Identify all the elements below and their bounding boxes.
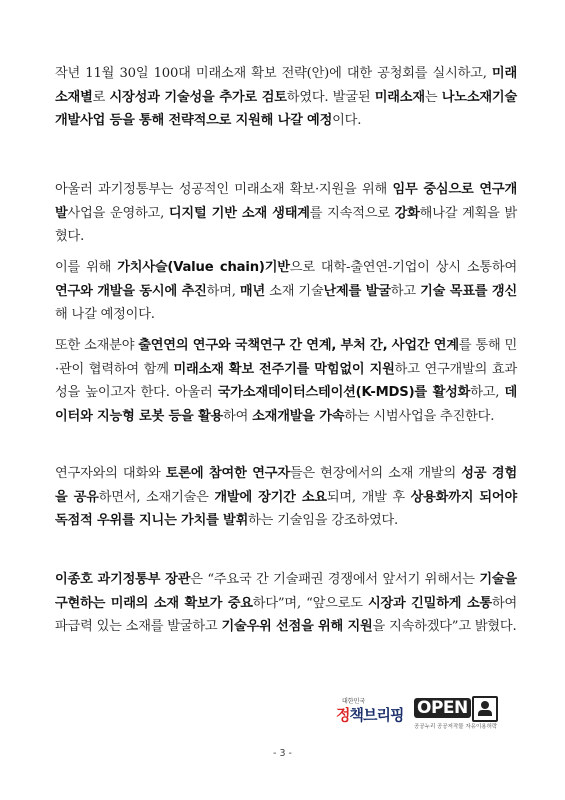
emphasized-text: 연구와 개발을 동시에 추진 — [55, 283, 207, 299]
body-text: 해나갈 계획을 밝혔다. — [55, 205, 517, 244]
body-text: 되며, 개발 후 — [326, 489, 411, 505]
paragraph-3 — [55, 256, 517, 327]
body-text: 하며, — [206, 283, 240, 299]
body-text: 하였다. 발굴된 — [286, 89, 375, 105]
wordmark-part-b: 책브리핑 — [349, 706, 404, 724]
paragraph-1 — [55, 62, 517, 133]
body-text: 하다”며, “앞으로도 — [252, 595, 368, 611]
body-text: 이다. — [332, 113, 362, 128]
emphasized-text: 디지털 기반 소재 생태계 — [168, 205, 310, 221]
policy-briefing-wordmark — [336, 704, 403, 725]
paragraph-4 — [55, 334, 517, 428]
emphasized-text: 데이터와 지능형 로봇 등을 활용 — [55, 385, 518, 424]
body-text: 은 “주요국 간 기술패권 경쟁에서 앞서기 위해서는 — [190, 572, 480, 587]
body-text: 하여 — [223, 408, 253, 424]
emphasized-text: 매년 — [239, 283, 265, 299]
body-text: 해 나갈 예정이다. — [55, 307, 155, 322]
emphasized-text: 임무 중심으로 연구개발 — [55, 182, 517, 221]
emphasized-text: 이종호 과기정통부 장관 — [55, 572, 191, 587]
emphasized-text: 개발에 장기간 소요 — [214, 489, 327, 505]
paragraph-2 — [55, 178, 517, 249]
open-wordmark: OPEN — [414, 698, 471, 718]
page-number: - 3 - — [273, 748, 292, 759]
emphasized-text: 가치사슬(Value chain)기반 — [117, 260, 290, 275]
paragraph-5 — [55, 462, 517, 533]
policy-briefing-logo — [336, 694, 408, 734]
body-text: 사업을 운영하고, — [67, 205, 169, 221]
body-text: 하고 — [390, 283, 421, 299]
body-text: 작년 11월 30일 100대 미래소재 확보 전략(안)에 대한 공청회를 실시하고, — [55, 66, 492, 81]
body-text: 하여 파급력 있는 소재를 발굴하고 — [55, 595, 517, 634]
emphasized-text: 나노소재기술개발사업 등을 통해 전략적으로 지원해 나갈 예정 — [55, 89, 517, 128]
body-text: 으로 대학-출연연-기업이 상시 소통하여 — [289, 260, 518, 275]
body-text: 하고 연구개발의 효과성을 높이고자 한다. 아울러 — [55, 361, 517, 400]
body-text: 하고, — [470, 385, 505, 400]
emphasized-text: 성공 경험을 공유 — [55, 466, 517, 505]
body-text: 하는 기술임을 강조하였다. — [248, 513, 399, 528]
open-license-caption: 공공누리 공공저작물 자유이용허락 — [414, 724, 498, 730]
emphasized-text: 난제를 발굴 — [323, 283, 391, 299]
body-text: 이를 위해 — [55, 260, 118, 275]
policy-briefing-small-text: 대한민국 — [342, 698, 366, 705]
body-text: 를 통해 민·관이 협력하여 함께 — [55, 338, 518, 377]
body-text: 들은 현장에서의 소재 개발의 — [289, 466, 462, 481]
emphasized-text: 시장성과 기술성을 추가로 검토 — [109, 89, 287, 105]
emphasized-text: 상용화까지 되어야 독점적 우위를 지니는 가치를 발휘 — [55, 489, 517, 528]
body-text: 을 지속하겠다”고 밝혔다. — [372, 619, 517, 634]
body-text: 연구자와의 대화와 — [55, 466, 166, 481]
paragraph-6 — [55, 568, 517, 639]
body-text: 를 지속적으로 — [309, 205, 395, 221]
body-text: 아울러 과기정통부는 성공적인 미래소재 확보·지원을 위해 — [55, 182, 393, 197]
emphasized-text: 시장과 긴밀하게 소통 — [367, 595, 492, 611]
emphasized-text: 출연연의 연구와 국책연구 간 연계, 부처 간, 사업간 연계 — [138, 338, 459, 353]
body-text: 하면서, 소재기술은 — [98, 489, 215, 505]
emphasized-text: 소재개발을 가속 — [252, 408, 345, 424]
emphasized-text: 강화 — [394, 205, 420, 221]
body-text: 는 — [424, 89, 442, 105]
body-text: 또한 소재분야 — [55, 338, 139, 353]
open-license-logo — [414, 694, 500, 734]
body-text: 소재 기술 — [265, 283, 324, 299]
footer-logos — [336, 694, 506, 734]
emphasized-text: 기술 목표를 갱신 — [420, 283, 517, 299]
emphasized-text: 국가소재데이터스테이션(K-MDS)를 활성화 — [217, 385, 471, 400]
emphasized-text: 미래소재 — [374, 89, 425, 105]
emphasized-text: 기술우위 선점을 위해 지원 — [221, 619, 373, 634]
wordmark-part-a: 정 — [336, 706, 350, 724]
body-text: 로 — [92, 89, 110, 105]
emphasized-text: 토론에 참여한 연구자 — [165, 466, 290, 481]
emphasized-text: 미래소재 확보 전주기를 막힘없이 지원 — [173, 361, 395, 377]
body-text: 하는 시범사업을 추진한다. — [344, 408, 495, 424]
emphasized-text: 미래소재별 — [55, 66, 517, 105]
emphasized-text: 기술을 구현하는 미래의 소재 확보가 중요 — [55, 572, 517, 611]
person-icon — [472, 696, 498, 722]
